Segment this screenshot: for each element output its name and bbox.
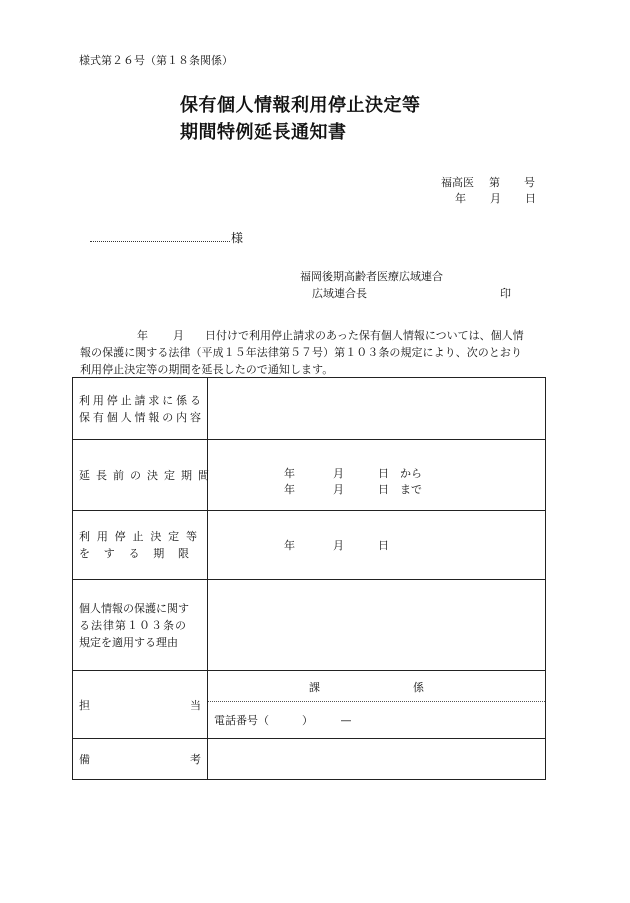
sender-seal: 印 [500,287,511,300]
label-reason-line2: る法律第１０３条の [79,618,187,632]
label-decision-deadline-line2: を す る 期 限 [79,547,201,560]
value-reason[interactable] [208,580,546,671]
label-remarks-kou: 考 [190,753,201,766]
addressee-sama: 様 [231,231,244,245]
label-pre-extension-period [73,440,215,511]
staff-phone-row [208,702,545,738]
body-year: 年 [137,329,148,342]
to-month: 月 [333,483,344,496]
row-decision-deadline [73,511,546,580]
value-staff [208,671,546,739]
staff-kakari: 係 [413,681,424,694]
ref-office: 福高医 [441,176,474,189]
form-number: 様式第２６号（第１８条関係） [79,54,233,67]
value-pre-extension-period[interactable] [208,440,546,511]
label-pre-extension-period-text: 延 長 前 の 決 定 期 間 [79,469,215,482]
value-decision-deadline[interactable] [208,511,546,580]
deadline-month: 月 [333,539,344,552]
value-remarks[interactable] [208,739,546,780]
label-staff-tan: 担 [79,698,90,712]
deadline-year: 年 [284,539,295,552]
ref-go: 号 [524,176,535,189]
deadline-day: 日 [378,539,389,552]
label-decision-deadline [73,511,208,580]
label-content-line1: 利 用 停 止 請 求 に 係 る [79,393,201,407]
staff-phone-label: 電話番号（ ） — [214,714,352,727]
staff-section-row [208,671,545,702]
body-month: 月 [173,329,184,342]
notice-form-table [72,377,546,780]
label-reason-line3: 規定を適用する理由 [79,635,178,649]
addressee-dotted-line [90,232,230,242]
staff-ka: 課 [309,681,320,694]
label-reason-line1: 個人情報の保護に関す [79,601,189,615]
from-suffix: から [400,467,422,480]
from-month: 月 [333,467,344,480]
ref-month: 月 [490,192,501,205]
row-pre-extension-period [73,440,546,511]
label-remarks-bi: 備 [79,753,90,766]
document-title-line2: 期間特例延長通知書 [180,122,347,143]
label-decision-deadline-line1: 利 用 停 止 決 定 等 [79,530,201,543]
label-content-line2: 保 有 個 人 情 報 の 内 容 [79,410,201,424]
ref-day: 日 [525,192,536,205]
label-content [73,378,208,440]
to-day: 日 [378,483,389,496]
from-day: 日 [378,467,389,480]
from-year: 年 [284,467,295,480]
to-year: 年 [284,483,295,496]
sender-org: 福岡後期高齢者医療広域連合 [300,270,443,283]
ref-dai: 第 [489,176,500,189]
body-line3: 利用停止決定等の期間を延長したので通知します。 [80,363,334,376]
label-staff-tou: 当 [190,698,201,712]
row-remarks [73,739,546,780]
row-staff [73,671,546,739]
to-suffix: まで [400,483,422,496]
row-reason [73,580,546,671]
sender-title: 広域連合長 [312,287,367,300]
body-line2: 報の保護に関する法律（平成１５年法律第５７号）第１０３条の規定により、次のとおり [80,346,522,359]
label-remarks [73,739,208,780]
body-line1: 日付けで利用停止請求のあった保有個人情報については、個人情 [205,329,524,342]
label-reason [73,580,208,671]
label-staff [73,671,208,739]
row-content [73,378,546,440]
ref-year: 年 [455,192,466,205]
document-title-line1: 保有個人情報利用停止決定等 [180,95,421,116]
value-content[interactable] [208,378,546,440]
